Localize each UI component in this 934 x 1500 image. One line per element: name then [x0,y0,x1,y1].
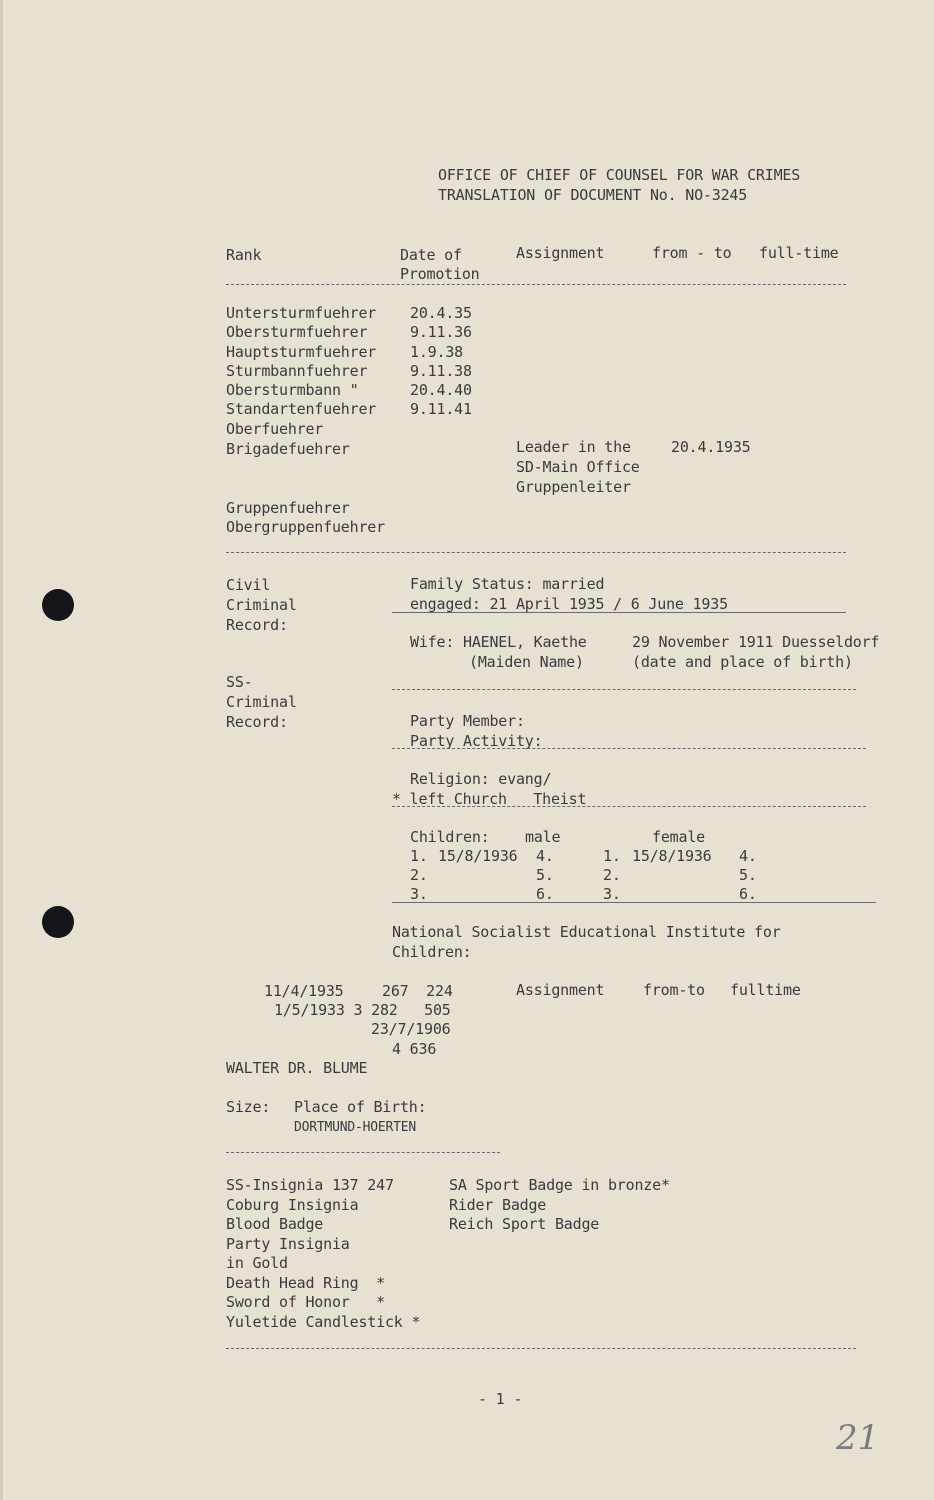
header-rule [226,284,846,285]
insignia-item: Death Head Ring * [226,1274,385,1292]
child-num: 1. [603,847,621,865]
religion-rule [392,806,866,807]
rank-name: Obersturmfuehrer [226,323,368,341]
rank-date: 20.4.40 [410,381,472,399]
birth-place-label: Place of Birth: [294,1098,427,1116]
insignia-item: Rider Badge [449,1196,547,1214]
assignment-header-2: Assignment [516,981,605,999]
children-rule [392,902,876,903]
civil-label: Civil [226,576,271,594]
fulltime-header-2: fulltime [730,981,801,999]
insignia-item: Blood Badge [226,1215,324,1233]
insignia-item: SS-Insignia 137 247 [226,1176,394,1194]
punch-hole [42,589,74,621]
assignment-header: Assignment [516,244,605,262]
institute-line: National Socialist Educational Institute for [392,923,781,941]
child-num: 4. [739,847,757,865]
assignment-line: Gruppenleiter [516,478,631,496]
header-translation: TRANSLATION OF DOCUMENT No. NO-3245 [438,186,748,204]
insignia-item: SA Sport Badge in bronze* [449,1176,670,1194]
child-num: 6. [739,885,757,903]
female-label: female [652,828,705,846]
wife-name: Wife: HAENEL, Kaethe [410,633,587,651]
child-num: 3. [410,885,428,903]
party-activity: Party Activity: [410,732,543,750]
number-line: 23/7/1906 [371,1020,451,1038]
promotion-header: Promotion [400,265,480,283]
insignia-item: Coburg Insignia [226,1196,359,1214]
person-name: WALTER DR. BLUME [226,1059,368,1077]
rank-name: Obersturmbann " [226,381,359,399]
date-header: Date of [400,246,462,264]
rank-date: 20.4.35 [410,304,472,322]
handwritten-page-mark: 21 [836,1418,880,1458]
rank-date: 9.11.41 [410,400,472,418]
ss-criminal-label: SS- [226,673,253,691]
page-number: - 1 - [478,1390,523,1408]
rank-date: 9.11.38 [410,362,472,380]
number-date: 11/4/1935 [264,982,344,1000]
header-office: OFFICE OF CHIEF OF COUNSEL FOR WAR CRIMES [438,166,801,184]
insignia-item: in Gold [226,1254,288,1272]
child-num: 2. [410,866,428,884]
wife-rule [392,689,856,690]
child-num: 5. [536,866,554,884]
ss-criminal-label: Criminal [226,693,297,711]
from-to-header: from - to [652,244,732,262]
party-member: Party Member: [410,712,525,730]
maiden-caption: (Maiden Name) [469,653,584,671]
engaged-rule [392,612,846,613]
number-value: 267 224 [382,982,453,1000]
rank-name: Hauptsturmfuehrer [226,343,377,361]
party-rule [392,748,866,749]
rank-name: Standartenfuehrer [226,400,377,418]
insignia-item: Party Insignia [226,1235,350,1253]
religion: Religion: evang/ [410,770,552,788]
child-birth: 15/8/1936 [438,847,518,865]
birth-caption: (date and place of birth) [632,653,853,671]
child-num: 4. [536,847,554,865]
wife-birth: 29 November 1911 Duesseldorf [632,633,880,651]
child-birth: 15/8/1936 [632,847,712,865]
rank-name: Untersturmfuehrer [226,304,377,322]
child-num: 1. [410,847,428,865]
child-num: 3. [603,885,621,903]
full-time-header: full-time [759,244,839,262]
rank-name: Brigadefuehrer [226,440,350,458]
rank-name: Gruppenfuehrer [226,499,350,517]
ss-criminal-label: Record: [226,713,288,731]
number-line: 1/5/1933 3 282 505 [274,1001,451,1019]
child-num: 2. [603,866,621,884]
section-rule [226,552,846,553]
assignment-line: Leader in the [516,438,631,456]
civil-label: Criminal [226,596,297,614]
institute-line: Children: [392,943,472,961]
birth-rule [226,1152,500,1153]
assignment-date: 20.4.1935 [671,438,751,456]
punch-hole [42,906,74,938]
rank-header: Rank [226,246,262,264]
rank-name: Sturmbannfuehrer [226,362,368,380]
church-status: * left Church Theist [392,790,587,808]
family-status: Family Status: married [410,575,605,593]
number-line: 4 636 [392,1040,437,1058]
page-edge [0,0,3,1500]
rank-name: Oberfuehrer [226,420,324,438]
male-label: male [525,828,561,846]
assignment-line: SD-Main Office [516,458,640,476]
rank-date: 1.9.38 [410,343,463,361]
size-label: Size: [226,1098,271,1116]
from-to-header-2: from-to [643,981,705,999]
child-num: 6. [536,885,554,903]
engaged-date: engaged: 21 April 1935 / 6 June 1935 [410,595,728,613]
insignia-item: Reich Sport Badge [449,1215,600,1233]
birth-place: DORTMUND-HOERTEN [294,1120,417,1135]
rank-date: 9.11.36 [410,323,472,341]
insignia-item: Yuletide Candlestick * [226,1313,421,1331]
insignia-item: Sword of Honor * [226,1293,385,1311]
civil-label: Record: [226,616,288,634]
insignia-rule [226,1348,856,1349]
rank-name: Obergruppenfuehrer [226,518,385,536]
child-num: 5. [739,866,757,884]
children-label: Children: [410,828,490,846]
